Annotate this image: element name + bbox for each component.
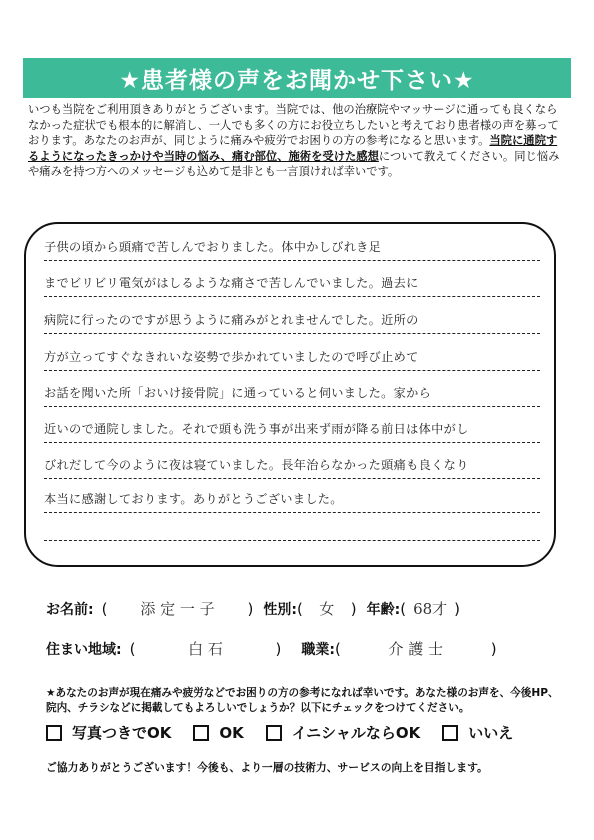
option-label: OK [219, 723, 244, 742]
intro-text-2: について教えてください。同じ悩みや痛みを持つ方へのメッセージも込めて是非とも一言頂ければ幸いです。 [28, 149, 560, 179]
handwritten-line: 方が立ってすぐなきれいな姿勢で歩かれていましたので呼び止めて [44, 350, 419, 364]
ruled-line [44, 442, 540, 443]
name-gender-age-row: お名前: ( 添 定 一 子 ) 性別: ( 女 ) 年齢: ( 68才 ) [46, 600, 460, 618]
handwritten-line: びれだして今のように夜は寝ていました。長年治らなかった頭痛も良くなり [44, 458, 469, 472]
comment-box [24, 222, 556, 567]
consent-options [46, 722, 535, 743]
ruled-line [44, 260, 540, 261]
handwritten-line: 子供の頃から頭痛で苦しんでおりました。体中かしびれき足 [44, 240, 382, 254]
option-label: 写真つきでOK [72, 724, 172, 742]
ruled-line [44, 478, 540, 479]
publication-note: ★あなたのお声が現在痛みや疲労などでお困りの方の参考になれば幸いです。あなた様のお声を、今後HP、院内、チラシなどに掲載してもよろしいでしょうか？以下にチェックをつけてください。 [46, 687, 559, 714]
job-label: 職業: [301, 642, 335, 658]
handwritten-line: 近いので通院しました。それで頭も洗う事が出来ず雨が降る前日は体中がし [44, 422, 469, 436]
name-value[interactable]: 添 定 一 子 [140, 600, 215, 618]
ruled-line [44, 540, 540, 541]
name-label: お名前: [46, 602, 94, 618]
intro-paragraph [28, 102, 568, 180]
checkbox-icon[interactable] [266, 725, 282, 741]
option-ok[interactable] [193, 724, 243, 742]
gender-value[interactable]: 女 [319, 600, 335, 618]
ruled-line [44, 406, 540, 407]
area-value[interactable]: 白 石 [188, 640, 223, 658]
handwritten-line: 本当に感謝しております。ありがとうございました。 [44, 492, 343, 506]
handwritten-line: お話を聞いた所「おいけ接骨院」に通っていると伺いました。家から [44, 386, 432, 400]
checkbox-icon[interactable] [46, 725, 62, 741]
checkbox-icon[interactable] [442, 725, 458, 741]
header-banner [23, 58, 571, 98]
ruled-line [44, 333, 540, 334]
age-label: 年齢: [366, 602, 401, 618]
option-no[interactable] [442, 722, 513, 743]
ruled-line [44, 370, 540, 371]
page-title: ★患者様の声をお聞かせ下さい★ [119, 67, 475, 94]
option-label: イニシャルならOK [291, 724, 421, 742]
intro-text-1: いつも当院をご利用頂きありがとうございます。当院では、他の治療院やマッサージに通っても良くならなかった症状でも根本的に解消し、一人でも多くの方にお役立ちしたいと考えており患者様の声を募っております。あなたのお声が、同じように痛みや疲労でお困りの方の参考になると思います。 [28, 103, 559, 148]
ruled-line [44, 296, 540, 297]
ruled-line [44, 512, 540, 513]
gender-label: 性別: [263, 602, 297, 618]
job-value[interactable]: 介 護 士 [388, 640, 444, 658]
footer-message: ご協力ありがとうございます！今後も、より一層の技術力、サービスの向上を目指します。 [46, 761, 488, 774]
area-job-row: 住まい地域: ( 白 石 ) 職業: ( 介 護 士 ) [46, 640, 497, 658]
handwritten-line: 病院に行ったのですが思うように痛みがとれませんでした。近所の [44, 313, 419, 327]
age-value[interactable]: 68才 [413, 600, 448, 618]
intro-underlined-text: 当院に通院するようになったきっかけや当時の悩み、痛む部位、施術を受けた感想 [28, 134, 558, 163]
option-label: いいえ [468, 724, 514, 742]
handwritten-line: までビリビリ電気がはしるような痛さで苦しんでいました。過去に [44, 276, 419, 290]
option-photo-ok[interactable] [46, 722, 171, 743]
checkbox-icon[interactable] [193, 725, 209, 741]
area-label: 住まい地域: [46, 642, 122, 658]
option-initial-ok[interactable] [266, 722, 420, 743]
